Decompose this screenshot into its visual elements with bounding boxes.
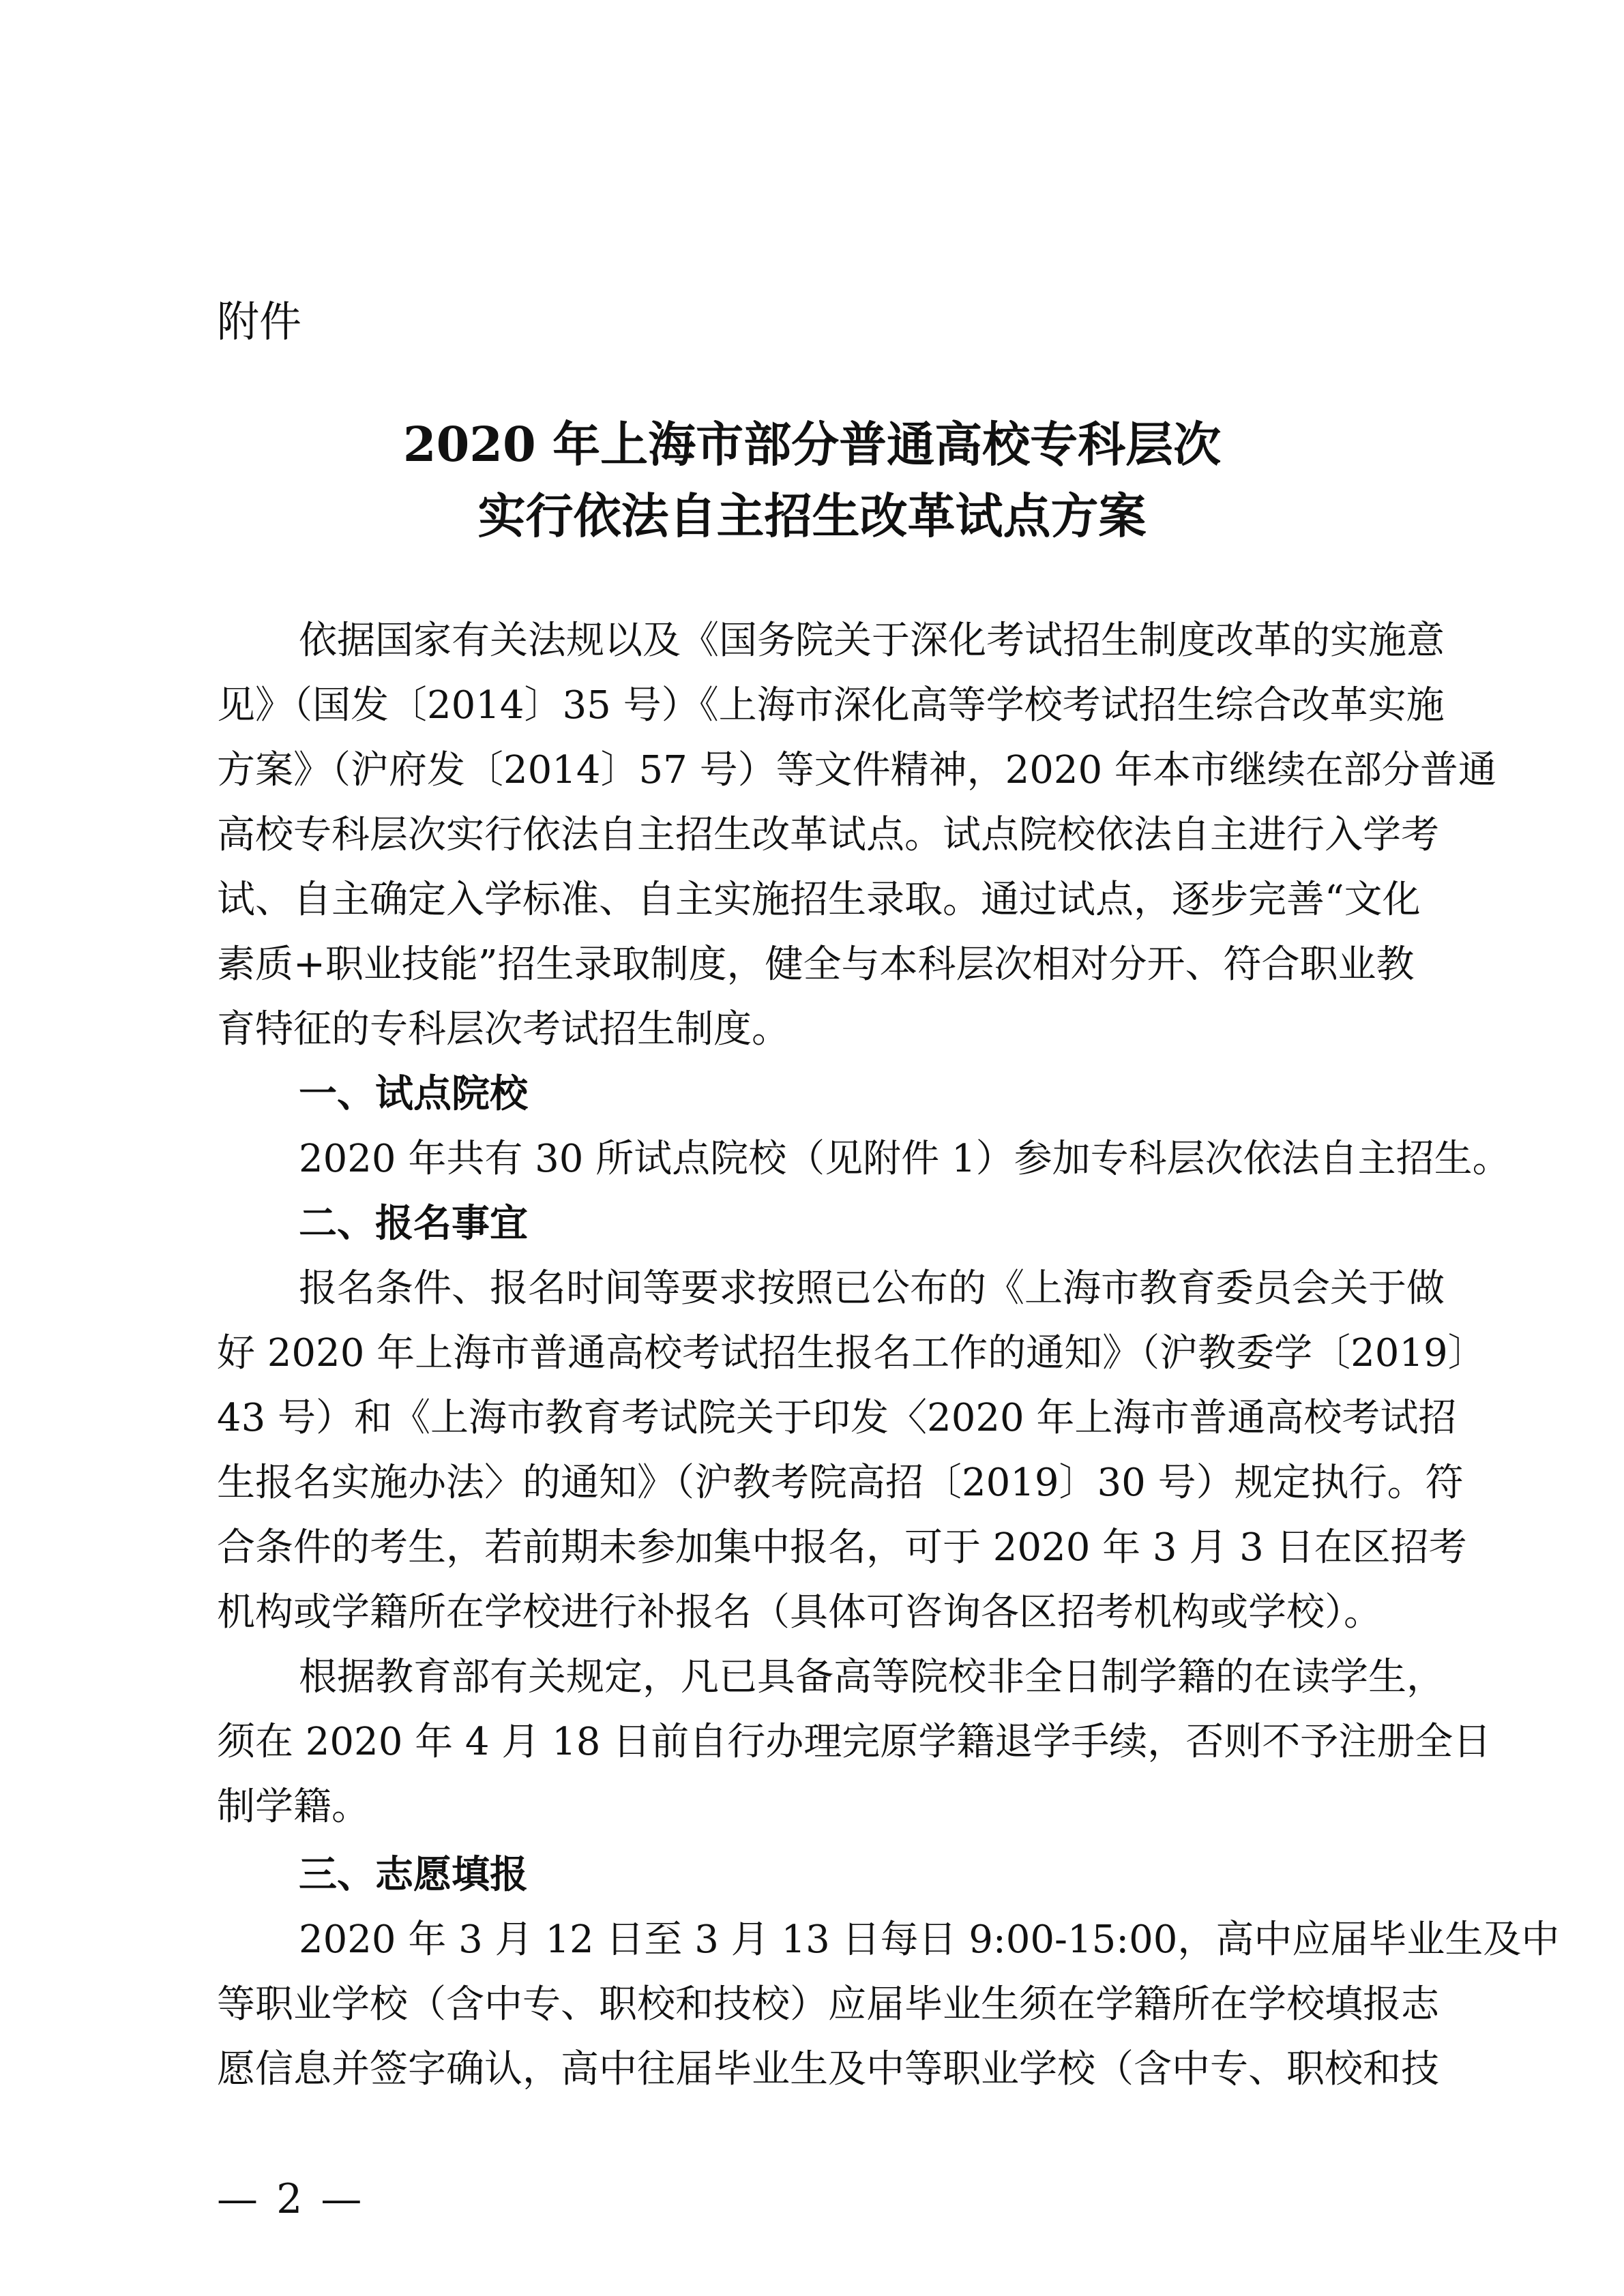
intro-line: 方案》（沪府发〔2014〕57 号）等文件精神，2020 年本市继续在部分普通 [217, 748, 1496, 792]
intro-line: 素质+职业技能”招生录取制度，健全与本科层次相对分开、符合职业教 [217, 942, 1415, 987]
section2-line: 报名条件、报名时间等要求按照已公布的《上海市教育委员会关于做 [299, 1266, 1445, 1311]
section-heading-registration: 二、报名事宜 [299, 1202, 528, 1246]
page-number: — 2 — [217, 2175, 365, 2223]
section2-line: 合条件的考生，若前期未参加集中报名，可于 2020 年 3 月 3 日在区招考 [217, 1525, 1467, 1570]
intro-line: 育特征的专科层次考试招生制度。 [217, 1007, 790, 1052]
section2-line: 机构或学籍所在学校进行补报名（具体可咨询各区招考机构或学校）。 [217, 1590, 1382, 1635]
section3-line: 2020 年 3 月 12 日至 3 月 13 日每日 9:00-15:00，高中应届毕业生及中 [299, 1918, 1560, 1962]
section2-line: 生报名实施办法〉的通知》（沪教考院高招〔2019〕30 号）规定执行。符 [217, 1461, 1464, 1505]
section2-line: 根据教育部有关规定，凡已具备高等院校非全日制学籍的在读学生， [299, 1655, 1445, 1699]
section3-line: 等职业学校（含中专、职校和技校）应届毕业生须在学籍所在学校填报志 [217, 1982, 1439, 2027]
document-title-line-1: 2020 年上海市部分普通高校专科层次 [402, 416, 1222, 473]
section2-line: 须在 2020 年 4 月 18 日前自行办理完原学籍退学手续，否则不予注册全日 [217, 1720, 1492, 1764]
intro-line: 依据国家有关法规以及《国务院关于深化考试招生制度改革的实施意 [299, 618, 1445, 663]
section-heading-application: 三、志愿填报 [299, 1853, 528, 1897]
section2-line: 制学籍。 [217, 1785, 370, 1829]
section1-line: 2020 年共有 30 所试点院校（见附件 1）参加专科层次依法自主招生。 [299, 1137, 1511, 1181]
section-heading-pilot-schools: 一、试点院校 [299, 1072, 528, 1116]
section2-line: 43 号）和《上海市教育考试院关于印发〈2020 年上海市普通高校考试招 [217, 1396, 1457, 1440]
section3-line: 愿信息并签字确认，高中往届毕业生及中等职业学校（含中专、职校和技 [217, 2047, 1439, 2091]
section2-line: 好 2020 年上海市普通高校考试招生报名工作的通知》（沪教委学〔2019〕 [217, 1331, 1486, 1375]
intro-line: 见》（国发〔2014〕35 号）《上海市深化高等学校考试招生综合改革实施 [217, 683, 1445, 728]
intro-line: 试、自主确定入学标准、自主实施招生录取。通过试点，逐步完善“文化 [217, 878, 1421, 922]
intro-line: 高校专科层次实行依法自主招生改革试点。试点院校依法自主进行入学考 [217, 813, 1439, 857]
document-title-line-2: 实行依法自主招生改革试点方案 [477, 488, 1147, 544]
attachment-label: 附件 [217, 297, 302, 346]
